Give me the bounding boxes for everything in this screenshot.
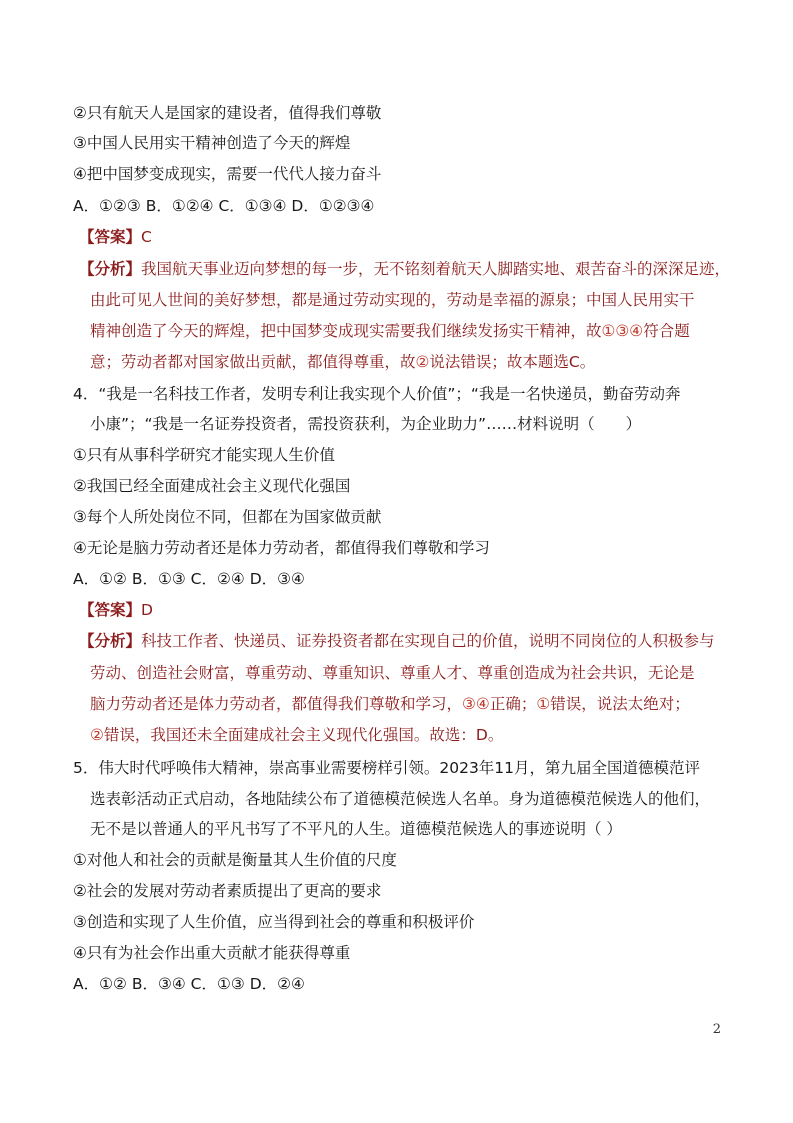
q3-option-3: ③中国人民用实干精神创造了今天的辉煌: [73, 134, 351, 152]
q4-answer: [79, 600, 153, 620]
analysis-text: 说法错误；故本题选C。: [429, 353, 596, 371]
analysis-text: 科技工作者、快递员、证券投资者都在实现自己的价值，说明不同岗位的人积极参与: [141, 632, 715, 650]
q3-choices: A．①②③ B．①②④ C．①③④ D．①②③④: [73, 197, 375, 215]
analysis-mark: ①: [536, 695, 551, 713]
answer-tag: 【答案】: [79, 228, 142, 246]
q5-option-1: ①对他人和社会的贡献是衡量其人生价值的尺度: [73, 851, 397, 869]
q5-option-2: ②社会的发展对劳动者素质提出了更高的要求: [73, 882, 382, 900]
q4-choices: A．①② B．①③ C．②④ D．③④: [73, 570, 305, 588]
analysis-mark: ②: [415, 353, 430, 371]
q3-option-2: ②只有航天人是国家的建设者，值得我们尊敬: [73, 104, 382, 122]
q4-option-2: ②我国已经全面建成社会主义现代化强国: [73, 477, 351, 495]
analysis-text: 精神创造了今天的辉煌，把中国梦变成现实需要我们继续发扬实干精神，故: [90, 322, 602, 340]
q4-stem-line-1: 4．“我是一名科技工作者，发明专利让我实现个人价值”；“我是一名快递员，勤奋劳动奔: [73, 385, 681, 403]
q4-stem-line-2: 小康”；“我是一名证券投资者，需投资获利，为企业助力”……材料说明（ ）: [90, 415, 642, 433]
q4-analysis-line-4: [90, 725, 503, 745]
analysis-mark: ①③④: [601, 322, 644, 340]
analysis-mark: ②: [90, 726, 104, 744]
q5-stem-line-3: 无不是以普通人的平凡书写了不平凡的人生。道德模范候选人的事迹说明（ ）: [90, 820, 622, 838]
analysis-tag: 【分析】: [79, 632, 142, 650]
q5-stem-line-1: 5．伟大时代呼唤伟大精神，崇高事业需要榜样引领。2023年11月，第九届全国道德模范评: [73, 759, 701, 777]
page-number: 2: [712, 1022, 721, 1037]
answer-value: C: [141, 228, 152, 246]
q3-analysis-line-2: 由此可见人世间的美好梦想，都是通过劳动实现的，劳动是幸福的源泉；中国人民用实干: [90, 291, 695, 309]
q4-analysis-line-1: [79, 631, 715, 651]
analysis-text: 正确；: [489, 695, 537, 713]
q5-option-4: ④只有为社会作出重大贡献才能获得尊重: [73, 944, 351, 962]
q4-option-1: ①只有从事科学研究才能实现人生价值: [73, 446, 335, 464]
analysis-text: 我国航天事业迈向梦想的每一步，无不铭刻着航天人脚踏实地、艰苦奋斗的深深足迹，: [141, 260, 731, 278]
q4-option-3: ③每个人所处岗位不同，但都在为国家做贡献: [73, 508, 382, 526]
q3-analysis-line-4: [90, 352, 595, 372]
analysis-tag: 【分析】: [79, 260, 142, 278]
q3-option-4: ④把中国梦变成现实，需要一代代人接力奋斗: [73, 165, 382, 183]
answer-tag: 【答案】: [79, 601, 142, 619]
q5-option-3: ③创造和实现了人生价值，应当得到社会的尊重和积极评价: [73, 913, 475, 931]
analysis-text: 错误，我国还未全面建成社会主义现代化强国。故选：D。: [103, 726, 504, 744]
analysis-text: 错误，说法太绝对；: [550, 695, 690, 713]
q3-analysis-line-3: [90, 321, 690, 341]
q3-answer: [79, 227, 152, 247]
q3-analysis-line-1: [79, 259, 730, 279]
q5-choices: A．①② B．③④ C．①③ D．②④: [73, 975, 305, 993]
analysis-text: 脑力劳动者还是体力劳动者，都值得我们尊敬和学习，: [90, 695, 463, 713]
analysis-mark: ③④: [462, 695, 490, 713]
q4-option-4: ④无论是脑力劳动者还是体力劳动者，都值得我们尊敬和学习: [73, 539, 490, 557]
answer-value: D: [141, 601, 153, 619]
analysis-text: 意；劳动者都对国家做出贡献，都值得尊重，故: [90, 353, 416, 371]
q4-analysis-line-2: 劳动、创造社会财富，尊重劳动、尊重知识、尊重人才、尊重创造成为社会共识，无论是: [90, 664, 695, 682]
analysis-text: 符合题: [643, 322, 690, 340]
q5-stem-line-2: 选表彰活动正式启动，各地陆续公布了道德模范候选人名单。身为道德模范候选人的他们，: [90, 790, 711, 808]
q4-analysis-line-3: [90, 694, 690, 714]
